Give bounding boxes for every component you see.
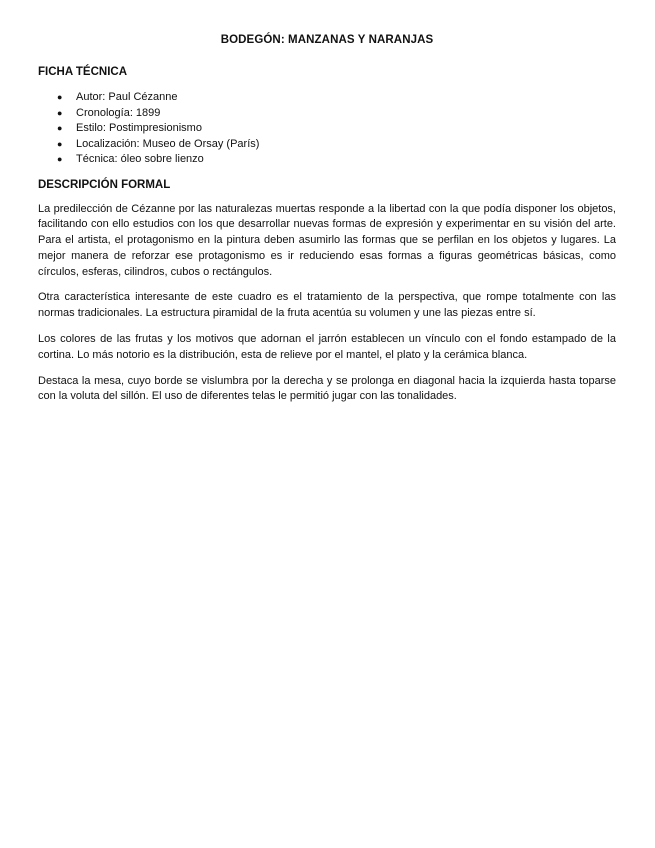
body-paragraph: La predilección de Cézanne por las naturalezas muertas responde a la libertad con la que podía disponer los objetos, facilitando con ello estudios con los que desarrollar nuevas formas de expresión y experimentar en su visión del arte. Para el artista, el protagonismo en la pintura deben asumirlo las formas que se perfilan en los objetos y lugares. La mejor manera de reforzar ese protagonismo es ir reduciendo esas formas a figuras geométricas básicas, como círculos, esferas, cilindros, cubos o rectángulos.	[38, 202, 616, 278]
bullet-icon: ●	[57, 154, 63, 164]
list-item	[57, 106, 616, 122]
document-page	[38, 34, 616, 415]
ficha-tecnica-heading: FICHA TÉCNICA	[38, 66, 128, 78]
document-title: BODEGÓN: MANZANAS Y NARANJAS	[220, 34, 434, 46]
list-item	[57, 137, 616, 153]
list-item	[57, 152, 616, 168]
body-paragraph: Destaca la mesa, cuyo borde se vislumbra por la derecha y se prolonga en diagonal hacia la izquierda hasta toparse con la voluta del sillón. El uso de diferentes telas le permitió jugar con las tonalidades.	[38, 374, 616, 403]
list-item-text: Técnica: óleo sobre lienzo	[76, 153, 204, 165]
list-item-text: Autor: Paul Cézanne	[76, 91, 178, 103]
body-paragraph: Los colores de las frutas y los motivos que adornan el jarrón establecen un vínculo con el fondo estampado de la cortina. Lo más notorio es la distribución, esta de relieve por el mantel, el plato y la cerámica blanca.	[38, 333, 616, 361]
descripcion-formal-heading: DESCRIPCIÓN FORMAL	[38, 178, 171, 191]
ficha-tecnica-list	[38, 90, 616, 168]
list-item	[57, 121, 616, 137]
bullet-icon: ●	[57, 138, 63, 149]
bullet-icon: ●	[57, 92, 63, 102]
list-item-text: Localización: Museo de Orsay (París)	[76, 137, 260, 150]
list-item	[57, 90, 616, 106]
list-item-text: Cronología: 1899	[76, 106, 161, 119]
body-paragraph: Otra característica interesante de este cuadro es el tratamiento de la perspectiva, que rompe totalmente con las normas tradicionales. La estructura piramidal de la fruta acentúa su volumen y une las piezas entre sí.	[38, 291, 616, 320]
bullet-icon: ●	[57, 107, 63, 118]
list-item-text: Estilo: Postimpresionismo	[76, 122, 202, 134]
bullet-icon: ●	[57, 123, 63, 133]
